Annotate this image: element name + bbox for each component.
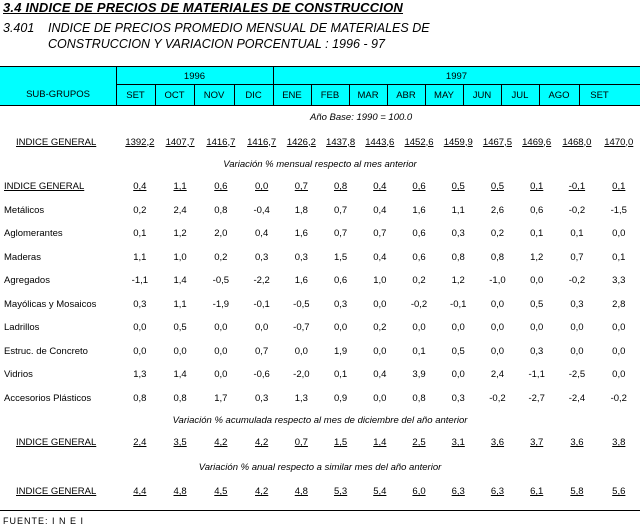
table-cell: 1,4 xyxy=(173,275,187,287)
subgroups-header: SUB-GRUPOS xyxy=(26,89,90,100)
table-cell: 1467,5 xyxy=(482,136,512,148)
table-cell: -0,1 xyxy=(450,298,467,310)
section-note-text: Variación % acumulada respecto al mes de diciembre del año anterior xyxy=(172,415,468,426)
table-cell: 0,1 xyxy=(530,228,544,240)
table-cell: 0,6 xyxy=(333,275,348,287)
header-vline xyxy=(463,84,464,105)
table-cell: 1407,7 xyxy=(165,136,195,148)
table-cell: 0,7 xyxy=(255,345,269,357)
table-cell: 1,0 xyxy=(373,275,387,287)
table-cell: 0,3 xyxy=(255,392,269,404)
table-cell: 0,1 xyxy=(333,369,348,381)
table-cell: 1,5 xyxy=(333,437,348,449)
table-cell: 2,0 xyxy=(214,228,228,240)
table-cell: 0,3 xyxy=(570,298,584,310)
table-cell: 1,6 xyxy=(412,204,426,216)
table-cell: 0,1 xyxy=(133,228,147,240)
table-cell: 0,0 xyxy=(214,369,228,381)
table-cell: 1469,6 xyxy=(522,136,552,148)
row-label: INDICE GENERAL xyxy=(4,181,85,193)
table-cell: 3,1 xyxy=(451,437,465,449)
table-cell: 2,8 xyxy=(612,298,626,310)
table-cell: 1,3 xyxy=(294,392,308,404)
base-year-row xyxy=(0,104,640,130)
table-cell: 0,8 xyxy=(133,392,147,404)
table-cell: -1,1 xyxy=(528,369,545,381)
table-cell: 0,2 xyxy=(373,322,387,334)
table-cell: 0,7 xyxy=(570,251,584,263)
table-cell: 0,7 xyxy=(294,181,308,193)
table-cell: 1,7 xyxy=(214,392,228,404)
table-cell: -0,5 xyxy=(212,275,230,287)
table-cell: 1,5 xyxy=(333,251,348,263)
table-cell: 0,1 xyxy=(530,181,544,193)
table-cell: 0,7 xyxy=(333,204,348,216)
table-cell: 0,0 xyxy=(570,322,584,334)
table-cell: 4,2 xyxy=(214,437,228,449)
month-header: SET xyxy=(126,90,145,101)
table-row xyxy=(0,269,640,293)
base-year-note: Año Base: 1990 = 100.0 xyxy=(310,111,413,123)
month-header: JUL xyxy=(511,90,529,101)
table-cell: 1416,7 xyxy=(247,136,277,148)
table-cell: -0,2 xyxy=(568,204,586,216)
table-cell: 0,4 xyxy=(373,204,387,216)
subtitle-line-2: CONSTRUCCION Y VARIACION PORCENTUAL : 1996 - 97 xyxy=(48,37,385,51)
table-row xyxy=(0,222,640,246)
table-cell: 3,8 xyxy=(612,437,626,449)
table-cell: -2,7 xyxy=(528,392,545,404)
table-cell: 0,0 xyxy=(214,345,228,357)
table-cell: 5,8 xyxy=(570,486,584,497)
month-header: OCT xyxy=(164,90,185,101)
table-cell: 0,6 xyxy=(214,181,228,193)
table-row xyxy=(0,387,640,411)
table-row xyxy=(0,293,640,317)
table-cell: 1,6 xyxy=(294,228,308,240)
table-cell: 0,1 xyxy=(412,345,426,357)
table-cell: -2,4 xyxy=(568,392,586,404)
table-cell: 0,4 xyxy=(255,228,269,240)
table-cell: 3,6 xyxy=(490,437,505,449)
table-cell: 0,1 xyxy=(570,228,584,240)
table-cell: 0,3 xyxy=(133,298,147,310)
page-title: 3.4 INDICE DE PRECIOS DE MATERIALES DE CONSTRUCCION xyxy=(3,0,404,15)
section-note-text: Variación % mensual respecto al mes anterior xyxy=(223,159,417,170)
row-label: Accesorios Plásticos xyxy=(4,392,92,404)
table-cell: -0,4 xyxy=(253,204,270,216)
table-cell: 0,0 xyxy=(612,345,626,357)
table-cell: 0,8 xyxy=(490,251,505,263)
table-cell: 1,1 xyxy=(173,298,187,310)
table-cell: 3,5 xyxy=(173,437,187,449)
table-cell: 0,8 xyxy=(173,392,187,404)
table-cell: 0,3 xyxy=(451,392,465,404)
month-header: MAY xyxy=(434,90,454,101)
table-row xyxy=(0,480,640,504)
table-cell: 1,1 xyxy=(451,204,465,216)
month-header: DIC xyxy=(245,90,262,101)
table-cell: 1392,2 xyxy=(125,136,155,148)
table-cell: 1,1 xyxy=(133,251,147,263)
table-cell: 1416,7 xyxy=(206,136,236,148)
table-cell: 3,3 xyxy=(612,275,626,287)
table-cell: 1,9 xyxy=(333,345,348,357)
month-header: JUN xyxy=(472,90,492,101)
row-label: Mayólicas y Mosaicos xyxy=(4,298,97,310)
table-cell: 0,0 xyxy=(612,322,626,334)
table-row xyxy=(0,363,640,387)
table-cell: 1,0 xyxy=(173,251,187,263)
table-cell: 0,0 xyxy=(612,228,626,240)
table-row xyxy=(0,316,640,340)
table-cell: 1470,0 xyxy=(604,136,634,148)
table-cell: 1,8 xyxy=(294,204,308,216)
table-cell: -1,5 xyxy=(610,204,627,216)
table-cell: 3,9 xyxy=(412,369,426,381)
table-cell: 4,8 xyxy=(294,486,308,497)
table-cell: 1426,2 xyxy=(286,136,316,148)
table-cell: 6,3 xyxy=(490,486,505,497)
table-cell: 2,4 xyxy=(490,369,505,381)
header-vline xyxy=(387,84,388,105)
table-cell: 1,4 xyxy=(373,437,387,449)
month-header: FEB xyxy=(320,90,340,101)
table-cell: 0,0 xyxy=(214,322,228,334)
table-cell: 0,3 xyxy=(255,251,269,263)
table-cell: 0,3 xyxy=(294,251,308,263)
table-cell: 0,0 xyxy=(333,322,348,334)
table-cell: -0,5 xyxy=(293,298,310,310)
table-cell: 0,0 xyxy=(255,181,269,193)
table-cell: 1459,9 xyxy=(443,136,473,148)
table-cell: 0,6 xyxy=(412,228,426,240)
section-note xyxy=(0,410,640,431)
table-cell: 0,8 xyxy=(412,392,426,404)
table-cell: 0,8 xyxy=(333,181,348,193)
table-cell: 0,0 xyxy=(612,369,626,381)
table-cell: -0,2 xyxy=(410,298,428,310)
table-cell: 1,4 xyxy=(173,369,187,381)
month-header: AGO xyxy=(548,90,570,101)
table-cell: 1,2 xyxy=(530,251,544,263)
table-cell: -1,0 xyxy=(489,275,506,287)
table-cell: 0,6 xyxy=(530,204,544,216)
table-cell: 1,3 xyxy=(133,369,147,381)
table-number: 3.401 xyxy=(3,21,35,35)
table-cell: -0,2 xyxy=(489,392,506,404)
price-index-table xyxy=(0,104,640,504)
table-cell: 0,1 xyxy=(612,181,626,193)
row-label: Agregados xyxy=(4,275,50,287)
table-cell: 6,1 xyxy=(530,486,544,497)
table-cell: 2,5 xyxy=(412,437,426,449)
row-label: Metálicos xyxy=(4,204,45,216)
table-cell: 0,7 xyxy=(373,228,387,240)
table-cell: 1,6 xyxy=(294,275,308,287)
table-cell: 0,0 xyxy=(490,345,505,357)
table-cell: 0,0 xyxy=(451,322,465,334)
subtitle-line-1: INDICE DE PRECIOS PROMEDIO MENSUAL DE MATERIALES DE xyxy=(48,21,430,35)
table-cell: 0,6 xyxy=(412,181,426,193)
month-header: ENE xyxy=(282,90,302,101)
table-cell: 4,5 xyxy=(214,486,228,497)
table-cell: 4,2 xyxy=(255,437,269,449)
table-cell: 0,7 xyxy=(333,228,348,240)
table-cell: 0,3 xyxy=(530,345,544,357)
table-cell: -0,2 xyxy=(610,392,627,404)
table-cell: 0,7 xyxy=(294,437,308,449)
table-cell: 2,6 xyxy=(490,204,505,216)
table-cell: -0,7 xyxy=(293,322,310,334)
table-cell: 0,0 xyxy=(490,298,505,310)
section-note-text: Variación % anual respecto a similar mes del año anterior xyxy=(198,461,442,473)
table-cell: 1437,8 xyxy=(326,136,356,148)
month-header: MAR xyxy=(357,90,379,101)
table-cell: -1,1 xyxy=(131,275,149,287)
table-cell: -0,6 xyxy=(253,369,270,381)
header-vline xyxy=(501,84,502,105)
table-cell: 6,0 xyxy=(412,486,426,497)
table-cell: 0,2 xyxy=(214,251,228,263)
table-cell: 0,0 xyxy=(373,298,387,310)
header-vline xyxy=(311,84,312,105)
table-cell: 1,2 xyxy=(173,228,187,240)
row-label: Estruc. de Concreto xyxy=(4,345,88,357)
row-label: Ladrillos xyxy=(4,322,40,334)
table-cell: 0,8 xyxy=(214,204,228,216)
table-cell: 0,5 xyxy=(451,345,465,357)
table-cell: 0,2 xyxy=(412,275,426,287)
table-cell: -2,0 xyxy=(293,369,310,381)
month-header: NOV xyxy=(203,90,225,101)
table-cell: 0,0 xyxy=(451,369,465,381)
footer-divider xyxy=(0,510,640,511)
header-vline xyxy=(425,84,426,105)
header-vline xyxy=(194,84,195,105)
table-subtitle xyxy=(3,20,430,52)
table-header xyxy=(0,66,640,106)
table-cell: 5,4 xyxy=(373,486,387,497)
table-cell: 0,8 xyxy=(451,251,465,263)
table-row xyxy=(0,431,640,455)
row-label: INDICE GENERAL xyxy=(16,486,97,497)
year-1997-header: 1997 xyxy=(445,71,468,82)
year-1996-header: 1996 xyxy=(183,71,206,82)
table-cell: 1,2 xyxy=(451,275,465,287)
source-footnote: FUENTE: I N E I xyxy=(3,516,85,526)
table-cell: 0,0 xyxy=(570,345,584,357)
month-header: ABR xyxy=(396,90,416,101)
table-cell: 5,6 xyxy=(612,486,626,497)
table-cell: 1468,0 xyxy=(562,136,592,148)
table-cell: 0,4 xyxy=(373,181,387,193)
table-cell: 0,0 xyxy=(133,345,147,357)
table-cell: 0,5 xyxy=(451,181,465,193)
table-row xyxy=(0,175,640,199)
table-cell: 0,0 xyxy=(490,322,505,334)
table-row xyxy=(0,199,640,223)
table-cell: 0,9 xyxy=(333,392,348,404)
row-label: Aglomerantes xyxy=(4,228,63,240)
table-cell: -2,5 xyxy=(568,369,586,381)
month-header: SET xyxy=(590,90,609,101)
table-cell: 0,0 xyxy=(255,322,269,334)
table-cell: 3,7 xyxy=(530,437,544,449)
table-cell: 2,4 xyxy=(133,437,147,449)
header-vline xyxy=(579,84,580,105)
table-cell: 0,4 xyxy=(133,181,147,193)
table-cell: 5,3 xyxy=(333,486,348,497)
row-label: INDICE GENERAL xyxy=(16,136,97,148)
table-cell: 0,4 xyxy=(373,369,387,381)
table-cell: -0,2 xyxy=(568,275,586,287)
header-vline xyxy=(234,84,235,105)
table-cell: 6,3 xyxy=(451,486,465,497)
table-cell: 0,2 xyxy=(133,204,147,216)
table-cell: 0,0 xyxy=(373,345,387,357)
row-label: Vidrios xyxy=(4,369,33,381)
table-row xyxy=(0,130,640,154)
table-cell: 4,2 xyxy=(255,486,269,497)
table-cell: 0,0 xyxy=(530,322,544,334)
table-cell: 0,5 xyxy=(490,181,505,193)
table-cell: 0,3 xyxy=(333,298,348,310)
table-cell: -0,1 xyxy=(568,181,586,193)
table-cell: 0,4 xyxy=(373,251,387,263)
table-cell: 4,4 xyxy=(133,486,147,497)
table-cell: 0,5 xyxy=(530,298,544,310)
table-cell: 4,8 xyxy=(173,486,187,497)
table-cell: -1,9 xyxy=(212,298,230,310)
table-cell: 0,0 xyxy=(373,392,387,404)
row-label: INDICE GENERAL xyxy=(16,437,97,449)
table-cell: 0,0 xyxy=(133,322,147,334)
table-cell: 0,0 xyxy=(294,345,308,357)
header-vline xyxy=(539,84,540,105)
section-note xyxy=(0,154,640,175)
table-cell: 3,6 xyxy=(570,437,584,449)
table-cell: 0,6 xyxy=(412,251,426,263)
header-vline xyxy=(349,84,350,105)
table-row xyxy=(0,246,640,270)
table-cell: 0,2 xyxy=(490,228,505,240)
table-cell: -0,1 xyxy=(253,298,270,310)
table-cell: 0,5 xyxy=(173,322,187,334)
table-cell: 1,1 xyxy=(173,181,187,193)
table-row xyxy=(0,340,640,364)
section-note xyxy=(0,455,640,480)
table-cell: -2,2 xyxy=(253,275,270,287)
row-label: Maderas xyxy=(4,251,41,263)
table-cell: 0,1 xyxy=(612,251,626,263)
table-cell: 0,0 xyxy=(412,322,426,334)
table-cell: 0,3 xyxy=(451,228,465,240)
table-cell: 0,0 xyxy=(173,345,187,357)
table-cell: 1443,6 xyxy=(365,136,395,148)
table-cell: 0,0 xyxy=(530,275,544,287)
table-cell: 2,4 xyxy=(173,204,187,216)
header-vline xyxy=(155,84,156,105)
table-cell: 1452,6 xyxy=(404,136,434,148)
